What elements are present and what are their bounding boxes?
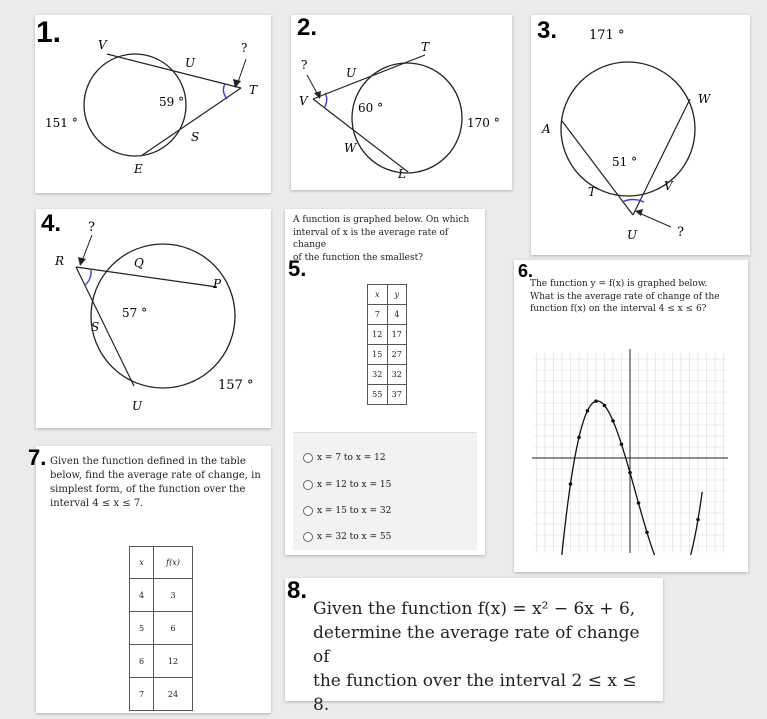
arc-inner-label: 57 ° (122, 306, 148, 320)
label-s: S (191, 130, 200, 144)
data-point (637, 501, 641, 505)
data-point (577, 436, 581, 440)
cell: 3 (154, 579, 193, 612)
choice-option[interactable] (303, 532, 391, 542)
arrow-head (78, 257, 86, 266)
circle (91, 244, 235, 388)
label-t: T (588, 185, 597, 199)
label-a: A (542, 122, 551, 136)
problem-4-number: 4. (41, 210, 62, 237)
table-row (130, 645, 193, 678)
prompt-line: determine the average rate of change of (313, 623, 640, 667)
problem-1-diagram (35, 15, 271, 193)
data-point (628, 471, 632, 475)
choice-label: x = 15 to x = 32 (317, 506, 392, 516)
label-v: V (98, 38, 107, 52)
arc-inner-label: 51 ° (612, 155, 638, 169)
data-point (603, 404, 607, 408)
label-v: V (664, 179, 673, 193)
cell: 15 (368, 345, 388, 365)
table-row (130, 678, 193, 711)
radio-button[interactable] (303, 453, 313, 463)
header-y: y (387, 285, 407, 305)
prompt-line: simplest form, of the function over the (50, 484, 246, 495)
label-l: L (398, 167, 406, 181)
angle-arc (223, 84, 227, 99)
cell: 6 (130, 645, 154, 678)
header-x: x (130, 547, 154, 579)
table-row (368, 325, 407, 345)
problem-7-prompt (50, 455, 270, 511)
label-s: S (91, 320, 100, 334)
header-x: x (368, 285, 388, 305)
data-point (620, 442, 624, 446)
label-u: U (132, 399, 143, 413)
arrow-line (82, 235, 92, 261)
table-header-row (368, 285, 407, 305)
label-t: T (249, 83, 258, 97)
cell: 55 (368, 385, 388, 405)
problem-1-number: 1. (36, 16, 62, 49)
label-t: T (421, 40, 430, 54)
table-header-row (130, 547, 193, 579)
data-point (586, 409, 590, 413)
problem-2-diagram (291, 15, 512, 190)
cell: 5 (130, 612, 154, 645)
secant-ru (76, 267, 134, 386)
label-r: R (55, 254, 65, 268)
prompt-line: function f(x) on the interval 4 ≤ x ≤ 6? (530, 304, 707, 314)
radio-button[interactable] (303, 506, 313, 516)
problem-2-number: 2. (297, 14, 318, 41)
radio-button[interactable] (303, 480, 313, 490)
prompt-line: interval 4 ≤ x ≤ 7. (50, 498, 144, 509)
data-point (594, 399, 598, 403)
data-point (569, 482, 573, 486)
arc-outer-label: 157 ° (218, 378, 254, 393)
label-p: P (213, 277, 222, 291)
problem-6-graph (530, 345, 730, 555)
problem-6-prompt (530, 278, 745, 316)
problem-8-number: 8. (287, 577, 308, 604)
arrow-head (635, 209, 643, 216)
prompt-line: the function over the interval 2 ≤ x ≤ 8. (313, 671, 637, 715)
radio-button[interactable] (303, 532, 313, 542)
cell: 27 (387, 345, 407, 365)
arc-inner-label: 60 ° (358, 101, 384, 115)
problem-3-number: 3. (537, 17, 558, 44)
header-fx: f(x) (154, 547, 193, 579)
data-point (645, 531, 649, 535)
cell: 32 (368, 365, 388, 385)
label-w: W (698, 92, 711, 106)
arc-outer-label: 170 ° (467, 116, 500, 130)
label-q-mark: ? (88, 220, 95, 235)
problem-8-prompt (313, 597, 658, 717)
angle-arc (85, 269, 91, 285)
problem-5-prompt (293, 214, 483, 264)
cell: 32 (387, 365, 407, 385)
prompt-line: What is the average rate of change of the (530, 291, 720, 302)
prompt-line: below, find the average rate of change, in (50, 470, 261, 481)
secant-wu (633, 99, 690, 215)
label-q: ? (301, 58, 308, 72)
cell: 12 (154, 645, 193, 678)
arc-inner-label: 59 ° (159, 95, 185, 109)
secant-vt (313, 55, 425, 99)
cell: 7 (130, 678, 154, 711)
label-q: Q (134, 256, 144, 270)
cell: 7 (368, 305, 388, 325)
prompt-line: Given the function defined in the table (50, 456, 246, 467)
label-q: ? (241, 41, 248, 55)
cell: 37 (387, 385, 407, 405)
choice-option[interactable] (303, 480, 391, 490)
table-row (368, 385, 407, 405)
label-u: U (627, 228, 638, 242)
prompt-line: interval of x is the average rate of change (293, 227, 449, 250)
prompt-line: of the function the smallest? (293, 252, 424, 263)
data-point (611, 419, 615, 423)
prompt-line: The function y = f(x) is graphed below. (530, 279, 708, 289)
choice-option[interactable] (303, 453, 386, 463)
cell: 6 (154, 612, 193, 645)
problem-4-diagram (36, 209, 271, 428)
problem-5-number: 5. (288, 256, 307, 281)
table-row (130, 612, 193, 645)
secant-rp (76, 267, 217, 287)
label-e: E (134, 162, 143, 176)
choice-label: x = 7 to x = 12 (317, 453, 386, 463)
arc-outer-label: 171 ° (589, 28, 625, 43)
choice-label: x = 12 to x = 15 (317, 480, 392, 490)
label-v: V (299, 94, 308, 108)
choice-label: x = 32 to x = 55 (317, 532, 392, 542)
choice-option[interactable] (303, 506, 391, 516)
table-row (368, 365, 407, 385)
label-w: W (344, 141, 357, 155)
angle-arc (324, 93, 327, 108)
circle (352, 63, 462, 173)
problem-7-number: 7. (28, 445, 47, 470)
cell: 24 (154, 678, 193, 711)
table-row (368, 305, 407, 325)
cell: 4 (130, 579, 154, 612)
label-q: ? (677, 225, 684, 240)
cell: 4 (387, 305, 407, 325)
arrow-line (639, 213, 671, 227)
label-u: U (346, 66, 357, 80)
problem-5-table (367, 284, 407, 405)
table-row (368, 345, 407, 365)
problem-7-table (129, 546, 193, 711)
cell: 12 (368, 325, 388, 345)
problem-6-number: 6. (518, 261, 534, 281)
prompt-line: A function is graphed below. On which (293, 215, 470, 225)
problem-3-diagram (531, 15, 750, 255)
prompt-line: Given the function f(x) = x² − 6x + 6, (313, 599, 636, 619)
cell: 17 (387, 325, 407, 345)
arrow-line (307, 75, 318, 95)
secant-vt (107, 54, 241, 88)
problem-5-choices (293, 432, 477, 550)
label-u: U (185, 56, 196, 70)
arc-outer-label: 151 ° (45, 116, 78, 130)
data-point (696, 518, 700, 522)
table-row (130, 579, 193, 612)
